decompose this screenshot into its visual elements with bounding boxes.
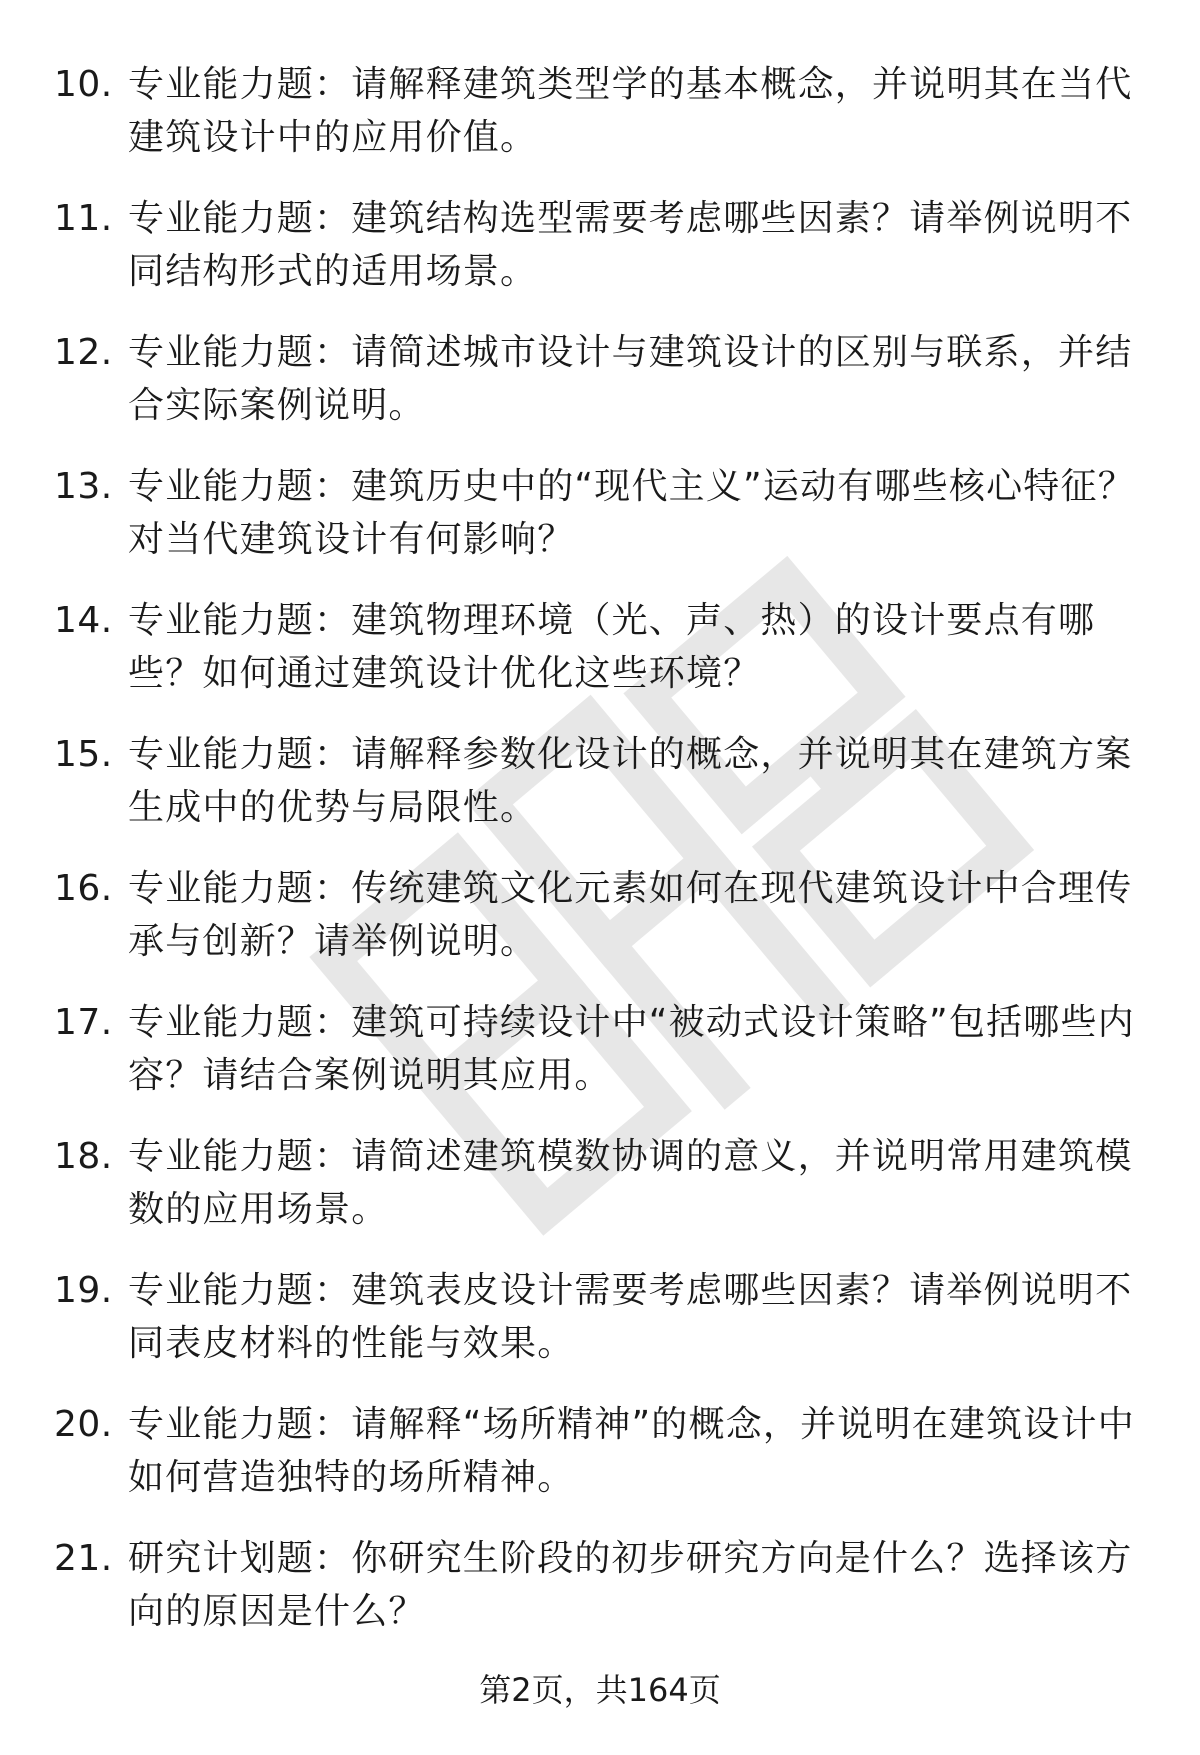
- question-number: 20.: [54, 1404, 113, 1445]
- question-number: 10.: [54, 64, 113, 105]
- question-number: 18.: [54, 1136, 113, 1177]
- question-text: 专业能力题：请简述城市设计与建筑设计的区别与联系，并结合实际案例说明。: [128, 332, 1133, 426]
- question-number: 13.: [54, 466, 113, 507]
- question-text: 专业能力题：请解释“场所精神”的概念，并说明在建筑设计中如何营造独特的场所精神。: [128, 1404, 1135, 1498]
- question-number: 19.: [54, 1270, 113, 1311]
- question-number: 17.: [54, 1002, 113, 1043]
- question-number: 11.: [54, 198, 113, 239]
- list-item: [54, 728, 1150, 862]
- list-item: [54, 326, 1150, 460]
- list-item: [54, 192, 1150, 326]
- question-number: 21.: [54, 1538, 113, 1579]
- list-item: [54, 58, 1150, 192]
- question-text: 专业能力题：建筑物理环境（光、声、热）的设计要点有哪些？如何通过建筑设计优化这些环境？: [128, 600, 1096, 694]
- list-item: [54, 996, 1150, 1130]
- list-item: [54, 1130, 1150, 1264]
- question-text: 专业能力题：请解释参数化设计的概念，并说明其在建筑方案生成中的优势与局限性。: [128, 734, 1133, 828]
- list-item: [54, 1264, 1150, 1398]
- list-item: [54, 594, 1150, 728]
- question-number: 12.: [54, 332, 113, 373]
- question-text: 专业能力题：建筑表皮设计需要考虑哪些因素？请举例说明不同表皮材料的性能与效果。: [128, 1270, 1133, 1364]
- question-text: 专业能力题：请简述建筑模数协调的意义，并说明常用建筑模数的应用场景。: [128, 1136, 1133, 1230]
- list-item: [54, 460, 1150, 594]
- question-number: 14.: [54, 600, 113, 641]
- question-text: 专业能力题：请解释建筑类型学的基本概念，并说明其在当代建筑设计中的应用价值。: [128, 64, 1133, 158]
- list-item: [54, 1532, 1150, 1666]
- question-text: 专业能力题：传统建筑文化元素如何在现代建筑设计中合理传承与创新？请举例说明。: [128, 868, 1133, 962]
- question-text: 研究计划题：你研究生阶段的初步研究方向是什么？选择该方向的原因是什么？: [128, 1538, 1133, 1632]
- question-number: 16.: [54, 868, 113, 909]
- list-item: [54, 862, 1150, 996]
- question-text: 专业能力题：建筑历史中的“现代主义”运动有哪些核心特征？对当代建筑设计有何影响？: [128, 466, 1135, 560]
- question-text: 专业能力题：建筑结构选型需要考虑哪些因素？请举例说明不同结构形式的适用场景。: [128, 198, 1133, 292]
- question-text: 专业能力题：建筑可持续设计中“被动式设计策略”包括哪些内容？请结合案例说明其应用。: [128, 1002, 1135, 1096]
- page-number-footer: 第2页，共164页: [479, 1671, 721, 1709]
- question-number: 15.: [54, 734, 113, 775]
- list-item: [54, 1398, 1150, 1532]
- question-list: [54, 58, 1150, 1666]
